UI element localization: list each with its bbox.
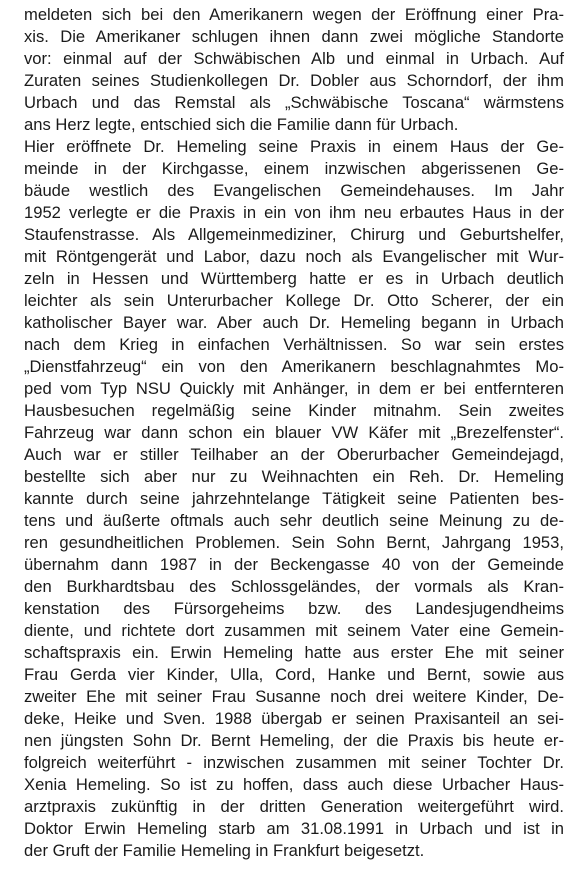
text-line: Frau Gerda vier Kinder, Ulla, Cord, Hanke und Bernt, sowie aus — [24, 665, 564, 684]
text-line: vor: einmal auf der Schwäbischen Alb und einmal in Urbach. Auf — [24, 49, 564, 68]
text-line: Urbach und das Remstal als „Schwäbische Toscana“ wärmstens — [24, 93, 564, 112]
text-line: der Gruft der Familie Hemeling in Frankfurt beigesetzt. — [24, 841, 425, 860]
text-line: bäude westlich des Evangelischen Gemeindehauses. Im Jahr — [24, 181, 564, 200]
text-line: ped vom Typ NSU Quickly mit Anhänger, in dem er bei entfernteren — [24, 379, 564, 398]
text-line: Auch war er stiller Teilhaber an der Oberurbacher Gemeindejagd, — [24, 445, 564, 464]
text-line: folgreich weiterführt - inzwischen zusammen mit seiner Tochter Dr. — [24, 753, 564, 772]
text-line: zweiter Ehe mit seiner Frau Susanne noch drei weitere Kinder, De- — [24, 687, 564, 706]
text-line: 1952 verlegte er die Praxis in ein von ihm neu erbautes Haus in der — [24, 203, 564, 222]
text-line: Zuraten seines Studienkollegen Dr. Dobler aus Schorndorf, der ihm — [24, 71, 564, 90]
text-line: mit Röntgengerät und Labor, dazu noch als Evangelischer mit Wur- — [24, 247, 564, 266]
text-line: Doktor Erwin Hemeling starb am 31.08.1991 in Urbach und ist in — [24, 819, 564, 838]
text-line: Xenia Hemeling. So ist zu hoffen, dass auch diese Urbacher Haus- — [24, 775, 564, 794]
text-line: leichter als sein Unterurbacher Kollege Dr. Otto Scherer, der ein — [24, 291, 564, 310]
text-line: den Burkhardtsbau des Schlossgeländes, der vormals als Kran- — [24, 577, 564, 596]
text-line: Staufenstrasse. Als Allgemeinmediziner, Chirurg und Geburtshelfer, — [24, 225, 564, 244]
text-line: katholischer Bayer war. Aber auch Dr. Hemeling begann in Urbach — [24, 313, 564, 332]
text-line: zeln in Hessen und Württemberg hatte er es in Urbach deutlich — [24, 269, 564, 288]
text-line: bestellte sich aber nur zu Weihnachten ein Reh. Dr. Hemeling — [24, 467, 564, 486]
text-line: meldeten sich bei den Amerikanern wegen der Eröffnung einer Pra- — [24, 5, 564, 24]
text-line: kenstation des Fürsorgeheims bzw. des Landesjugendheims — [24, 599, 564, 618]
text-line: Fahrzeug war dann schon ein blauer VW Käfer mit „Brezelfenster“. — [24, 423, 564, 442]
text-line: ans Herz legte, entschied sich die Familie dann für Urbach. — [24, 115, 459, 134]
text-line: kannte durch seine jahrzehntelange Tätigkeit seine Patienten bes- — [24, 489, 564, 508]
text-line: diente, und richtete dort zusammen mit seinem Vater eine Gemein- — [24, 621, 564, 640]
text-line: nach dem Krieg in einfachen Verhältnissen. So war sein erstes — [24, 335, 564, 354]
text-line: Hier eröffnete Dr. Hemeling seine Praxis in einem Haus der Ge- — [24, 137, 564, 156]
text-line: nen jüngsten Sohn Dr. Bernt Hemeling, der die Praxis bis heute er- — [24, 731, 564, 750]
text-line: ren gesundheitlichen Problemen. Sein Sohn Bernt, Jahrgang 1953, — [24, 533, 564, 552]
text-line: „Dienstfahrzeug“ ein von den Amerikanern beschlagnahmtes Mo- — [24, 357, 564, 376]
text-line: übernahm dann 1987 in der Beckengasse 40 von der Gemeinde — [24, 555, 564, 574]
text-line: arztpraxis zukünftig in der dritten Generation weitergeführt wird. — [24, 797, 564, 816]
text-line: tens und äußerte oftmals auch sehr deutlich seine Meinung zu de- — [24, 511, 564, 530]
text-line: schaftspraxis ein. Erwin Hemeling hatte aus erster Ehe mit seiner — [24, 643, 564, 662]
text-line: deke, Heike und Sven. 1988 übergab er seinen Praxisanteil an sei- — [24, 709, 564, 728]
text-line: xis. Die Amerikaner schlugen ihnen dann zwei mögliche Standorte — [24, 27, 564, 46]
paragraph-practice-history — [24, 136, 564, 862]
paragraph-practice-location — [24, 4, 564, 136]
text-line: meinde in der Kirchgasse, einem inzwischen abgerissenen Ge- — [24, 159, 564, 178]
text-line: Hausbesuchen regelmäßig seine Kinder mitnahm. Sein zweites — [24, 401, 564, 420]
